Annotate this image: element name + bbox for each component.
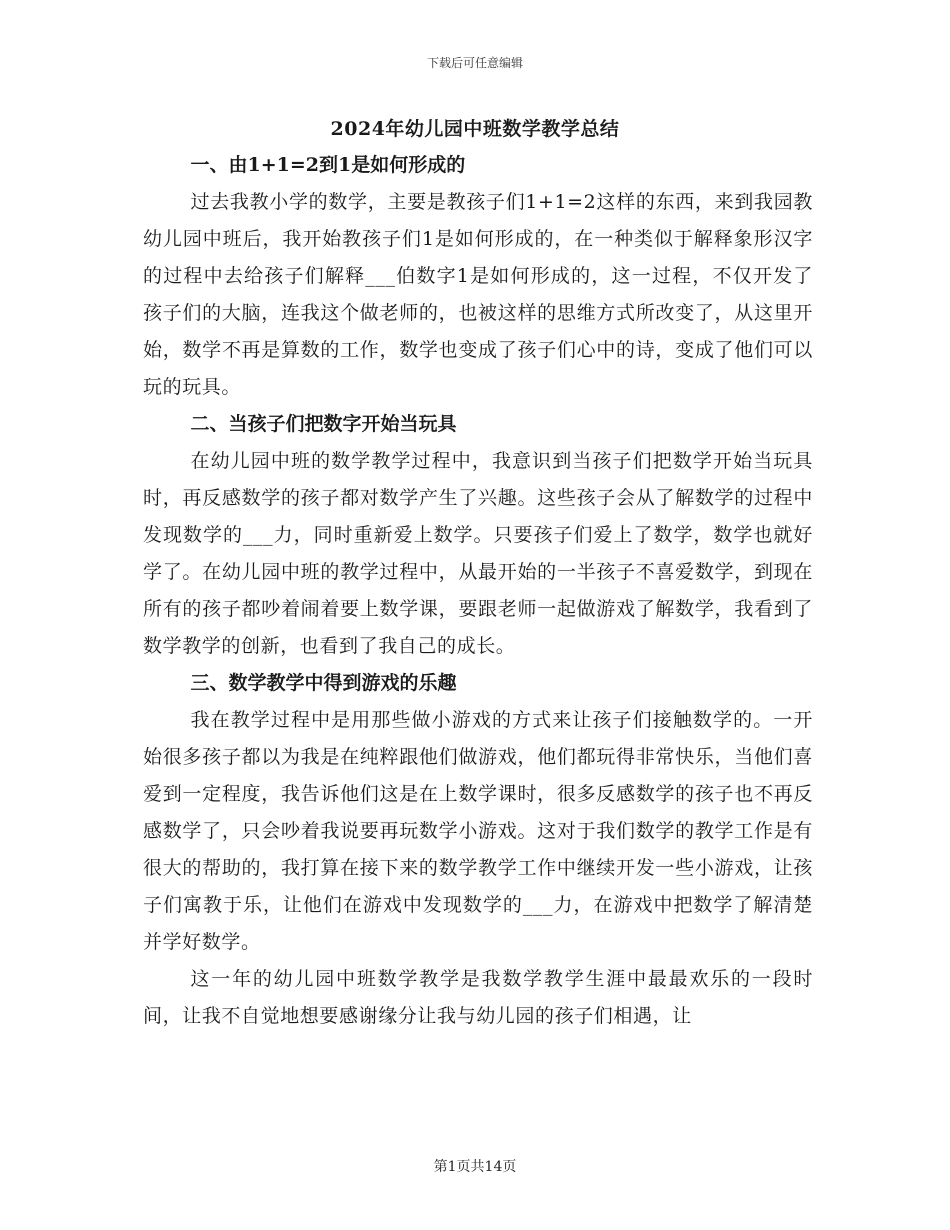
page-number: 第1页共14页: [433, 1159, 517, 1175]
section-heading: 二、当孩子们把数字开始当玩具: [190, 413, 457, 435]
section-2: [143, 406, 813, 665]
document-title: 2024年幼儿园中班数学教学总结: [330, 118, 620, 140]
paragraph: 我在教学过程中是用那些做小游戏的方式来让孩子们接触数学的。一开始很多孩子都以为我是在纯粹跟他们做游戏，他们都玩得非常快乐，当他们喜爱到一定程度，我告诉他们这是在上数学课时，很多反感数学的孩子也不再反感数学了，只会吵着我说要再玩数学小游戏。这对于我们数学的教学工作是有很大的帮助的，我打算在接下来的数学教学工作中继续开发一些小游戏，让孩子们寓教于乐，让他们在游戏中发现数学的___力，在游戏中把数学了解清楚并学好数学。: [143, 709, 813, 953]
paragraph: 在幼儿园中班的数学教学过程中，我意识到当孩子们把数学开始当玩具时，再反感数学的孩子都对数学产生了兴趣。这些孩子会从了解数学的过程中发现数学的___力，同时重新爱上数学。只要孩子们爱上了数学，数学也就好学了。在幼儿园中班的教学过程中，从最开始的一半孩子不喜爱数学，到现在所有的孩子都吵着闹着要上数学课，要跟老师一起做游戏了解数学，我看到了数学教学的创新，也看到了我自己的成长。: [143, 450, 813, 657]
document-body: [143, 147, 813, 1035]
section-3: [143, 665, 813, 1035]
section-heading: 一、由1+1=2到1是如何形成的: [190, 154, 466, 176]
paragraph: 这一年的幼儿园中班数学教学是我数学教学生涯中最最欢乐的一段时间，让我不自觉地想要感谢缘分让我与幼儿园的孩子们相遇，让: [143, 968, 813, 1027]
section-heading: 三、数学教学中得到游戏的乐趣: [190, 672, 457, 694]
section-1: [143, 147, 813, 406]
page-header-note: 下载后可任意编辑: [426, 56, 523, 70]
paragraph: 过去我教小学的数学，主要是教孩子们1+1=2这样的东西，来到我园教幼儿园中班后，我开始教孩子们1是如何形成的，在一种类似于解释象形汉字的过程中去给孩子们解释___伯数字1是如何形成的，这一过程，不仅开发了孩子们的大脑，连我这个做老师的，也被这样的思维方式所改变了，从这里开始，数学不再是算数的工作，数学也变成了孩子们心中的诗，变成了他们可以玩的玩具。: [143, 191, 813, 398]
